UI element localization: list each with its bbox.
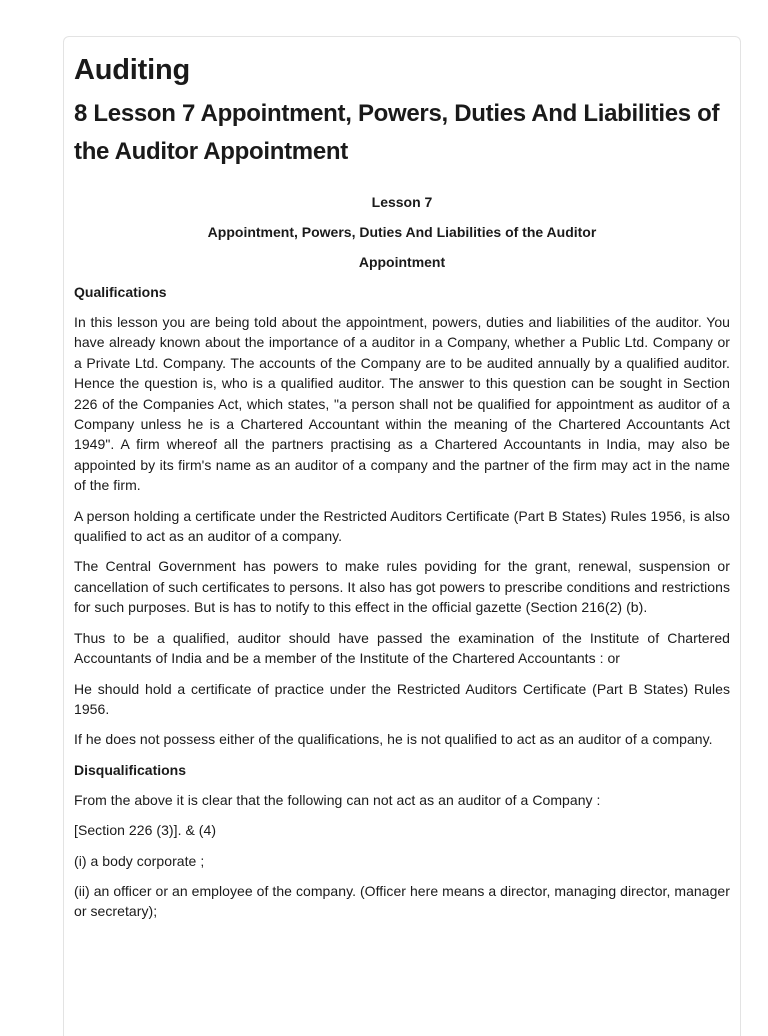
disqualifications-heading: Disqualifications	[74, 761, 187, 778]
list-item: (ii) an officer or an employee of the company. (Officer here means a director, managing director, manager or secretary);	[74, 882, 730, 920]
paragraph: Thus to be a qualified, auditor should have passed the examination of the Institute of Chartered Accountants of India and be a member of the Institute of the Chartered Accountants : or	[74, 629, 730, 667]
article-subtitle: 8 Lesson 7 Appointment, Powers, Duties And Liabilities of the Auditor Appointment	[74, 100, 720, 165]
lesson-heading: Lesson 7	[371, 194, 433, 210]
list-item: (i) a body corporate ;	[74, 852, 205, 869]
paragraph: A person holding a certificate under the Restricted Auditors Certificate (Part B States) Rules 1956, is also qualified to act as an auditor of a company.	[74, 507, 730, 545]
paragraph: If he does not possess either of the qualifications, he is not qualified to act as an auditor of a company.	[74, 731, 713, 748]
list-item: [Section 226 (3)]. & (4)	[74, 822, 217, 839]
paragraph: The Central Government has powers to make rules poviding for the grant, renewal, suspension or cancellation of such certificates to persons. It also has got powers to prescribe conditions and restrictions for such purposes. But is has to notify to this effect in the official gazette (Section 216(2) (b).	[74, 558, 730, 616]
page-title: Auditing	[74, 54, 190, 86]
paragraph: He should hold a certificate of practice under the Restricted Auditors Certificate (Part B States) Rules 1956.	[74, 680, 730, 717]
paragraph: In this lesson you are being told about the appointment, powers, duties and liabilities of the auditor. You have already known about the importance of a auditor in a Company, whether a Public Ltd. Company or a Private Ltd. Company. The accounts of the Company are to be audited annually by a qualified auditor. Hence the question is, who is a qualified auditor. The answer to this question can be sought in Section 226 of the Companies Act, which states, "a person shall not be qualified for appointment as auditor of a Company unless he is a Chartered Accountant within the meaning of the Chartered Accountants Act 1949". A firm whereof all the partners practising as a Chartered Accountants in India, may also be appointed by its firm's name as an auditor of a company and the partner of the firm may act in the name of the firm.	[74, 314, 730, 494]
article-card	[63, 36, 741, 1036]
qualifications-heading: Qualifications	[74, 284, 167, 300]
paragraph: From the above it is clear that the following can not act as an auditor of a Company :	[74, 791, 601, 808]
lesson-topic-heading: Appointment, Powers, Duties And Liabilities of the Auditor	[207, 224, 597, 240]
appointment-heading: Appointment	[358, 254, 446, 270]
